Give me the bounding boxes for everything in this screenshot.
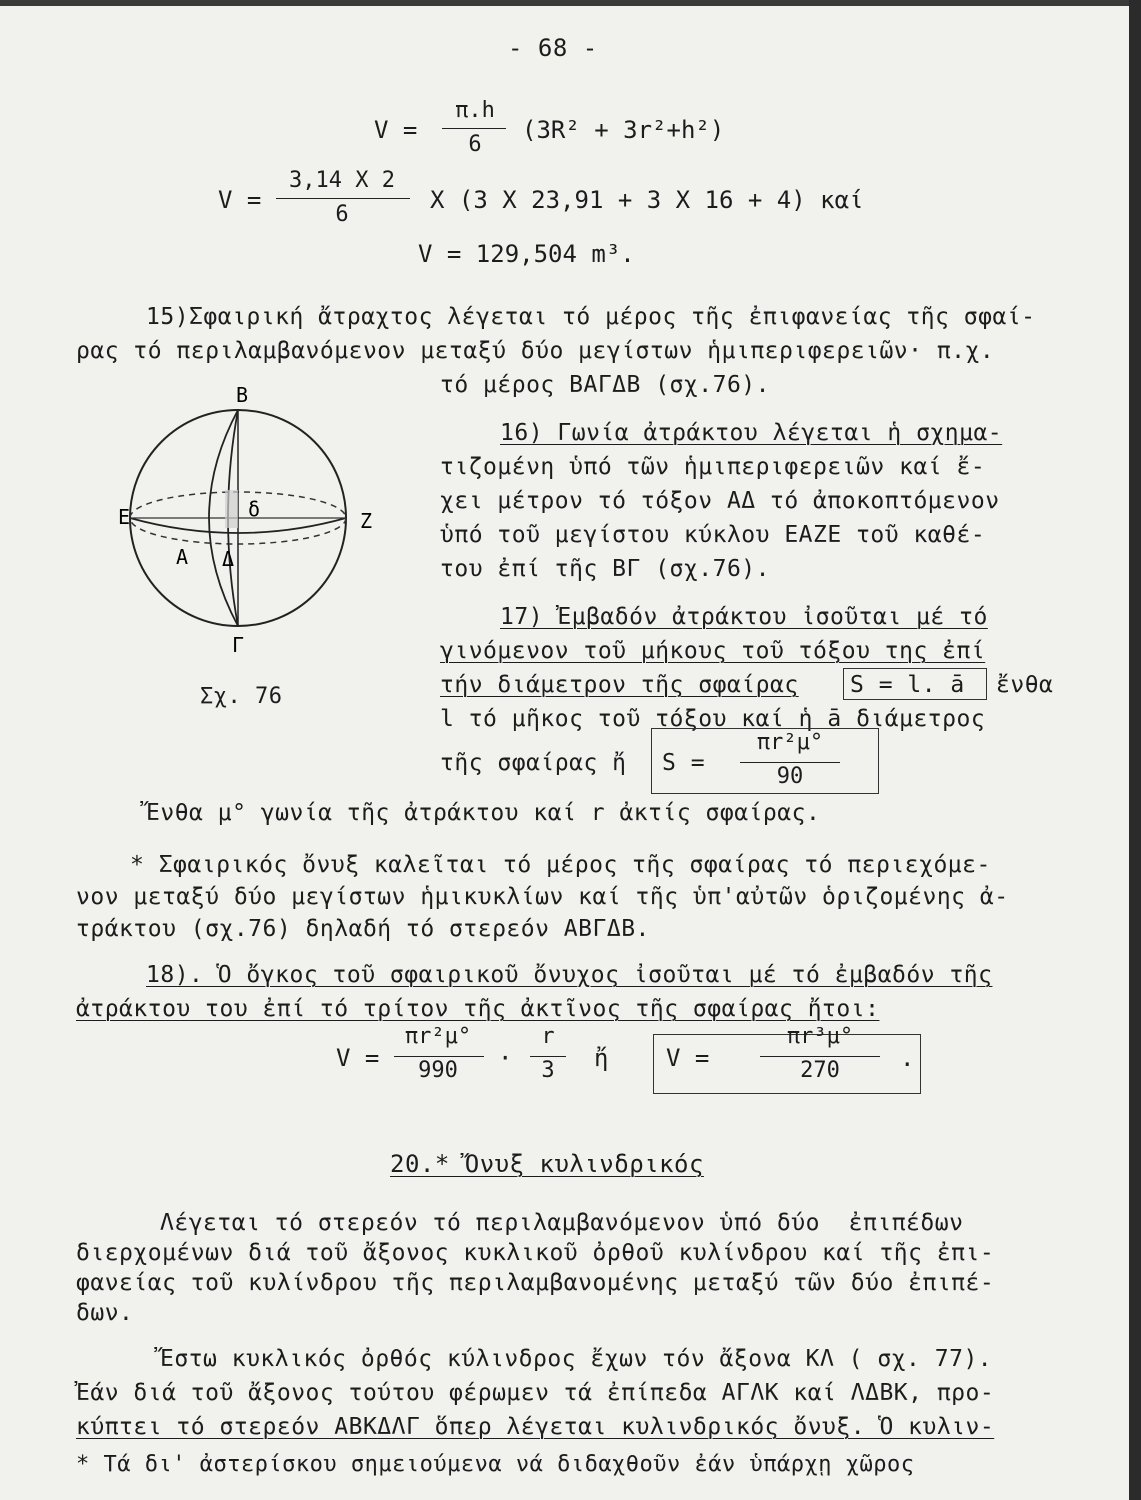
sphere-figure-76 bbox=[110, 380, 390, 680]
onyx-volume-box-lhs: V = bbox=[666, 1044, 710, 1072]
label-A: Α bbox=[176, 545, 189, 569]
onyx-volume-dot: · bbox=[498, 1044, 513, 1072]
para17-line4: l τό μῆκος τοῦ τόξου καί ἡ ā διάμετρος bbox=[440, 706, 986, 732]
onyx-line1: * Σφαιρικός ὄνυξ καλεῖται τό μέρος τῆς σφαίρας τό περιεχόμε- bbox=[130, 852, 991, 878]
onyx-volume-box-bar bbox=[760, 1056, 880, 1057]
onyx-volume-den1: 990 bbox=[418, 1058, 458, 1083]
formula-2-numerator: 3,14 X 2 bbox=[289, 168, 395, 193]
formula-3: V = 129,504 m³. bbox=[418, 240, 635, 268]
area-formula-2-numerator: πr²μ° bbox=[756, 730, 824, 755]
section20-p2-line3: κύπτει τό στερεόν ΑΒΚΔΛΓ ὅπερ λέγεται κυλινδρικός ὄνυξ. Ὁ κυλιν- bbox=[76, 1414, 995, 1440]
footnote: * Τά δι' ἀστερίσκου σημειούμενα νά διδαχθοῦν ἐάν ὑπάρχῃ χῶρος bbox=[76, 1452, 915, 1477]
para17-line5: τῆς σφαίρας ἤ bbox=[440, 750, 627, 776]
para16-line2: τιζομένη ὑπό τῶν ἡμιπεριφερειῶν καί ἔ- bbox=[440, 454, 986, 480]
label-Z: Ζ bbox=[360, 509, 373, 533]
para16-line3: χει μέτρον τό τόξον ΑΔ τό ἀποκοπτόμενον bbox=[440, 488, 1000, 514]
formula-2-lhs: V = bbox=[218, 186, 262, 214]
area-formula-2-bar bbox=[740, 762, 840, 763]
para15-line2: ρας τό περιλαμβανόμενον μεταξύ δύο μεγίστων ἡμιπεριφερειῶν· π.χ. bbox=[76, 338, 995, 364]
onyx-line2: νον μεταξύ δύο μεγίστων ἡμικυκλίων καί τῆς ὑπ'αὐτῶν ὁριζομένης ἀ- bbox=[76, 884, 1009, 910]
para17-line3b: ἔνθα bbox=[996, 672, 1054, 698]
onyx-volume-bar1 bbox=[394, 1056, 484, 1057]
formula-2-denominator: 6 bbox=[335, 202, 349, 227]
para18-line2: ἀτράκτου του ἐπί τό τρίτον τῆς ἀκτῖνος τῆς σφαίρας ἤτοι: bbox=[76, 996, 880, 1022]
para17-line2: γινόμενον τοῦ μήκους τοῦ τόξου της ἐπί bbox=[440, 638, 986, 664]
formula-1-rhs: (3R² + 3r²+h²) bbox=[522, 116, 725, 144]
para17-line3a: τήν διάμετρον τῆς σφαίρας bbox=[440, 672, 799, 698]
formula-1-lhs: V = bbox=[374, 116, 418, 144]
onyx-volume-bar2 bbox=[530, 1056, 566, 1057]
label-G: Γ bbox=[232, 633, 245, 657]
onyx-volume-or: ἤ bbox=[594, 1044, 609, 1072]
label-E: Ε bbox=[118, 505, 131, 529]
section-20-title: 20.* Ὄνυξ κυλινδρικός bbox=[390, 1150, 704, 1178]
section20-p1-line2: διερχομένων διά τοῦ ἄξονος κυκλικοῦ ὀρθοῦ κυλίνδρου καί τῆς ἐπι- bbox=[76, 1240, 995, 1266]
onyx-volume-num1: πr²μ° bbox=[404, 1024, 472, 1049]
para16-line4: ὑπό τοῦ μεγίστου κύκλου ΕΑΖΕ τοῦ καθέ- bbox=[440, 522, 986, 548]
formula-1-denominator: 6 bbox=[468, 132, 482, 157]
onyx-volume-box-den: 270 bbox=[800, 1058, 840, 1083]
para17-line6: Ἔνθα μ° γωνία τῆς ἀτράκτου καί r ἀκτίς σφαίρας. bbox=[146, 800, 821, 826]
para16-line5: του ἐπί τῆς ΒΓ (σχ.76). bbox=[440, 556, 770, 582]
onyx-volume-box-end: . bbox=[900, 1044, 915, 1072]
section20-p2-line2: Ἐάν διά τοῦ ἄξονος τούτου φέρωμεν τά ἐπίπεδα ΑΓΛΚ καί ΛΔΒΚ, προ- bbox=[76, 1380, 995, 1406]
onyx-volume-lhs: V = bbox=[336, 1044, 380, 1072]
section20-p1-line3: φανείας τοῦ κυλίνδρου τῆς περιλαμβανομένης μεταξύ τῶν δύο ἐπιπέ- bbox=[76, 1270, 995, 1296]
section20-p2-line1: Ἔστω κυκλικός ὀρθός κύλινδρος ἔχων τόν ἄξονα ΚΛ ( σχ. 77). bbox=[160, 1346, 993, 1372]
para18-line1: 18). Ὁ ὄγκος τοῦ σφαιρικοῦ ὄνυχος ἰσοῦται μέ τό ἐμβαδόν τῆς bbox=[146, 962, 993, 988]
area-formula-2-lhs: S = bbox=[662, 750, 706, 776]
formula-1-numerator: π.h bbox=[455, 98, 495, 123]
para17-line1: 17) Ἐμβαδόν ἀτράκτου ἰσοῦται μέ τό bbox=[500, 604, 988, 630]
label-delta: δ bbox=[248, 497, 261, 521]
para16-line1: 16) Γωνία ἀτράκτου λέγεται ἡ σχημα- bbox=[500, 420, 1003, 446]
onyx-volume-num2: r bbox=[541, 1024, 555, 1049]
shaded-lune bbox=[225, 490, 238, 528]
label-D: Δ bbox=[222, 547, 235, 571]
onyx-volume-den2: 3 bbox=[541, 1058, 555, 1083]
formula-1-fraction-bar bbox=[442, 128, 506, 129]
area-formula-2-denominator: 90 bbox=[776, 764, 804, 789]
figure-caption: Σχ. 76 bbox=[200, 684, 283, 709]
section20-p1-line1: Λέγεται τό στερεόν τό περιλαμβανόμενον ὑπό δύο ἐπιπέδων bbox=[160, 1210, 964, 1236]
area-formula: S = l. ā bbox=[850, 672, 965, 698]
onyx-volume-box-num: πr³μ° bbox=[786, 1024, 854, 1049]
label-B: Β bbox=[236, 383, 249, 407]
scan-top-edge bbox=[0, 0, 1141, 6]
section20-p1-line4: δων. bbox=[76, 1300, 134, 1326]
page-number: - 68 - bbox=[508, 34, 598, 62]
formula-2-fraction-bar bbox=[276, 198, 410, 199]
scan-right-edge bbox=[1129, 0, 1141, 1500]
onyx-line3: τράκτου (σχ.76) δηλαδή τό στερεόν ΑΒΓΔΒ. bbox=[76, 916, 650, 942]
para15-line3: τό μέρος ΒΑΓΔΒ (σχ.76). bbox=[440, 372, 770, 398]
para15-line1: 15)Σφαιρική ἄτραχτος λέγεται τό μέρος τῆς ἐπιφανείας τῆς σφαί- bbox=[146, 304, 1036, 330]
formula-2-rhs: X (3 X 23,91 + 3 X 16 + 4) καί bbox=[430, 186, 864, 214]
